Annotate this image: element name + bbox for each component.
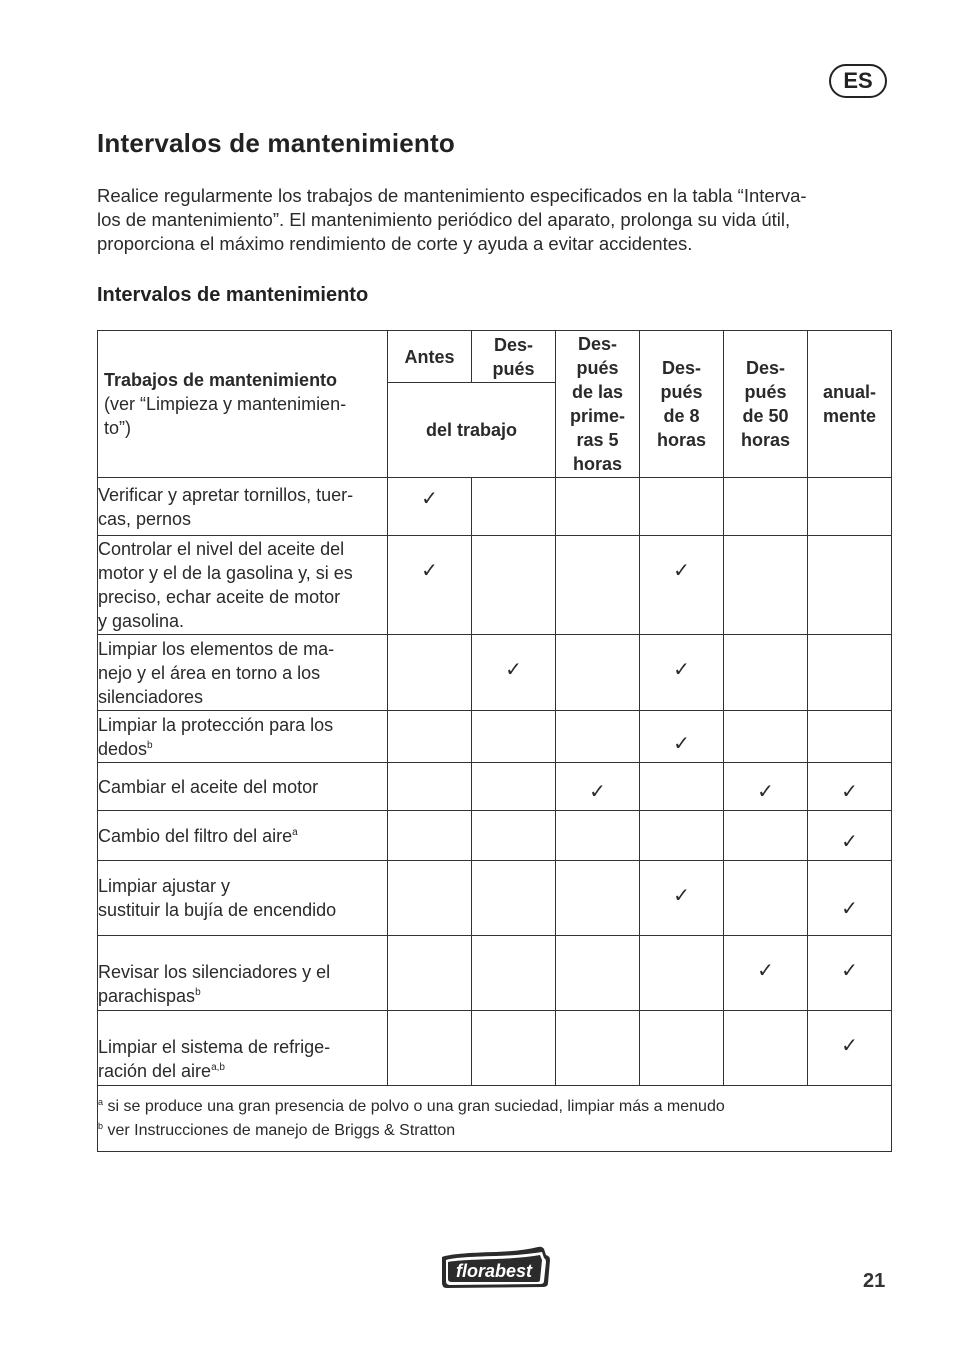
header-line: Des- <box>745 358 785 378</box>
empty-cell <box>388 1011 472 1086</box>
header-after-8-hours <box>640 331 724 478</box>
empty-cell <box>640 763 724 811</box>
empty-cell <box>472 711 556 763</box>
empty-cell <box>472 536 556 635</box>
empty-cell <box>556 1011 640 1086</box>
checkmark-icon: ✓ <box>724 763 808 811</box>
empty-cell <box>472 763 556 811</box>
table-row <box>98 536 892 635</box>
checkmark-icon: ✓ <box>556 763 640 811</box>
header-antes: Antes <box>388 331 472 383</box>
header-line: horas <box>740 430 791 450</box>
maintenance-table <box>97 330 892 1152</box>
empty-cell <box>640 478 724 536</box>
task-line: y gasolina. <box>98 611 185 631</box>
empty-cell <box>472 811 556 861</box>
empty-cell <box>556 711 640 763</box>
empty-cell <box>640 811 724 861</box>
task-line: Cambiar el aceite del motor <box>98 776 319 797</box>
table-row <box>98 861 892 936</box>
footnotes-row <box>98 1086 892 1152</box>
empty-cell <box>808 635 892 711</box>
page-title: Intervalos de mantenimiento <box>97 128 455 158</box>
table-row <box>98 763 892 811</box>
intro-line: Realice regularmente los trabajos de mantenimiento especificados en la tabla “Interva- <box>97 185 807 206</box>
checkmark-icon: ✓ <box>388 478 472 536</box>
empty-cell <box>640 936 724 1011</box>
checkmark-icon: ✓ <box>388 536 472 635</box>
task-line: Limpiar los elementos de ma- <box>98 638 335 659</box>
intro-line: proporciona el máximo rendimiento de corte y ayuda a evitar accidentes. <box>97 233 693 254</box>
task-line: parachispas <box>98 986 196 1006</box>
checkmark-icon: ✓ <box>640 861 724 936</box>
florabest-logo <box>438 1243 554 1291</box>
header-line: pués <box>744 382 787 402</box>
header-line: pués <box>492 358 535 379</box>
table-row <box>98 1011 892 1086</box>
header-line: de las <box>571 382 624 402</box>
task-line: Limpiar ajustar y <box>98 876 231 896</box>
empty-cell <box>472 478 556 536</box>
empty-cell <box>724 478 808 536</box>
task-line: Verificar y apretar tornillos, tuer- <box>98 484 354 505</box>
task-line: dedos <box>98 738 148 759</box>
empty-cell <box>724 536 808 635</box>
task-line: Revisar los silenciadores y el <box>98 962 331 982</box>
footnotes-cell <box>98 1086 892 1152</box>
header-line: ras 5 <box>576 430 619 450</box>
header-line: horas <box>572 454 623 474</box>
task-cell <box>98 1011 388 1086</box>
empty-cell <box>556 861 640 936</box>
footnote-marker: a,b <box>211 1062 225 1073</box>
footnote-marker: b <box>147 739 153 751</box>
header-after-50-hours <box>724 331 808 478</box>
empty-cell <box>388 711 472 763</box>
footnote-text: ver Instrucciones de manejo de Briggs & Stratton <box>107 1121 456 1139</box>
header-despues <box>472 331 556 383</box>
empty-cell <box>472 936 556 1011</box>
task-header-note: to”) <box>104 418 131 438</box>
header-line: pués <box>660 382 703 402</box>
section-title: Intervalos de mantenimiento <box>97 284 369 306</box>
empty-cell <box>388 763 472 811</box>
header-line: horas <box>656 430 707 450</box>
task-line: silenciadores <box>98 686 204 707</box>
checkmark-icon: ✓ <box>808 1011 892 1086</box>
header-line: de 50 <box>742 406 789 426</box>
task-cell <box>98 861 388 936</box>
empty-cell <box>724 861 808 936</box>
language-badge: ES <box>829 64 887 98</box>
table-row <box>98 811 892 861</box>
checkmark-icon: ✓ <box>640 635 724 711</box>
table-row <box>98 635 892 711</box>
task-cell <box>98 763 388 811</box>
checkmark-icon: ✓ <box>808 936 892 1011</box>
task-header-title: Trabajos de mantenimiento <box>104 370 338 390</box>
checkmark-icon: ✓ <box>808 763 892 811</box>
footnote-marker: a <box>292 826 298 838</box>
checkmark-icon: ✓ <box>808 861 892 936</box>
task-column-header <box>98 331 388 478</box>
checkmark-icon: ✓ <box>724 936 808 1011</box>
empty-cell <box>724 811 808 861</box>
footnote-marker: b <box>98 1120 104 1131</box>
task-header-note: (ver “Limpieza y mantenimien- <box>104 394 347 414</box>
task-cell <box>98 536 388 635</box>
header-line: Des- <box>661 358 701 378</box>
header-line: Des- <box>577 334 617 354</box>
empty-cell <box>388 811 472 861</box>
checkmark-icon: ✓ <box>472 635 556 711</box>
empty-cell <box>724 635 808 711</box>
empty-cell <box>388 936 472 1011</box>
task-line: Cambio del filtro del aire <box>98 825 293 846</box>
empty-cell <box>556 936 640 1011</box>
empty-cell <box>472 1011 556 1086</box>
empty-cell <box>556 811 640 861</box>
task-line: Limpiar la protección para los <box>98 714 334 735</box>
task-cell <box>98 711 388 763</box>
empty-cell <box>808 478 892 536</box>
intro-line: los de mantenimiento”. El mantenimiento periódico del aparato, prolonga su vida útil, <box>97 209 791 230</box>
empty-cell <box>640 1011 724 1086</box>
task-line: nejo y el área en torno a los <box>98 662 321 683</box>
header-line: Des- <box>493 334 533 355</box>
task-line: cas, pernos <box>98 508 192 529</box>
footnote-text: si se produce una gran presencia de polvo o una gran suciedad, limpiar más a menudo <box>107 1097 725 1115</box>
table-row <box>98 478 892 536</box>
header-line: prime- <box>569 406 625 426</box>
task-line: sustituir la bujía de encendido <box>98 900 337 920</box>
page-number: 21 <box>863 1270 886 1292</box>
header-del-trabajo: del trabajo <box>388 383 556 478</box>
empty-cell <box>808 711 892 763</box>
footnote-marker: b <box>195 987 201 998</box>
empty-cell <box>808 536 892 635</box>
empty-cell <box>724 711 808 763</box>
header-line: de 8 <box>663 406 700 426</box>
task-line: Controlar el nivel del aceite del <box>98 539 345 559</box>
footnote-marker: a <box>98 1096 104 1107</box>
checkmark-icon: ✓ <box>640 711 724 763</box>
footnote-b <box>98 1119 891 1143</box>
empty-cell <box>388 861 472 936</box>
task-cell <box>98 936 388 1011</box>
task-line: ración del aire <box>98 1061 212 1081</box>
empty-cell <box>724 1011 808 1086</box>
footnote-a <box>98 1095 891 1119</box>
header-first-5-hours <box>556 331 640 478</box>
table-row <box>98 936 892 1011</box>
checkmark-icon: ✓ <box>640 536 724 635</box>
intro-paragraph <box>97 184 897 256</box>
empty-cell <box>556 478 640 536</box>
empty-cell <box>472 861 556 936</box>
logo-text: florabest <box>455 1261 533 1281</box>
empty-cell <box>556 635 640 711</box>
header-line: pués <box>576 358 619 378</box>
empty-cell <box>388 635 472 711</box>
checkmark-icon: ✓ <box>808 811 892 861</box>
header-line: anual- <box>822 382 876 402</box>
task-cell <box>98 478 388 536</box>
task-line: preciso, echar aceite de motor <box>98 587 341 607</box>
task-line: motor y el de la gasolina y, si es <box>98 563 353 583</box>
task-cell <box>98 635 388 711</box>
empty-cell <box>556 536 640 635</box>
task-cell <box>98 811 388 861</box>
table-row <box>98 711 892 763</box>
header-annually <box>808 331 892 478</box>
task-line: Limpiar el sistema de refrige- <box>98 1037 331 1057</box>
header-line: mente <box>822 406 876 426</box>
